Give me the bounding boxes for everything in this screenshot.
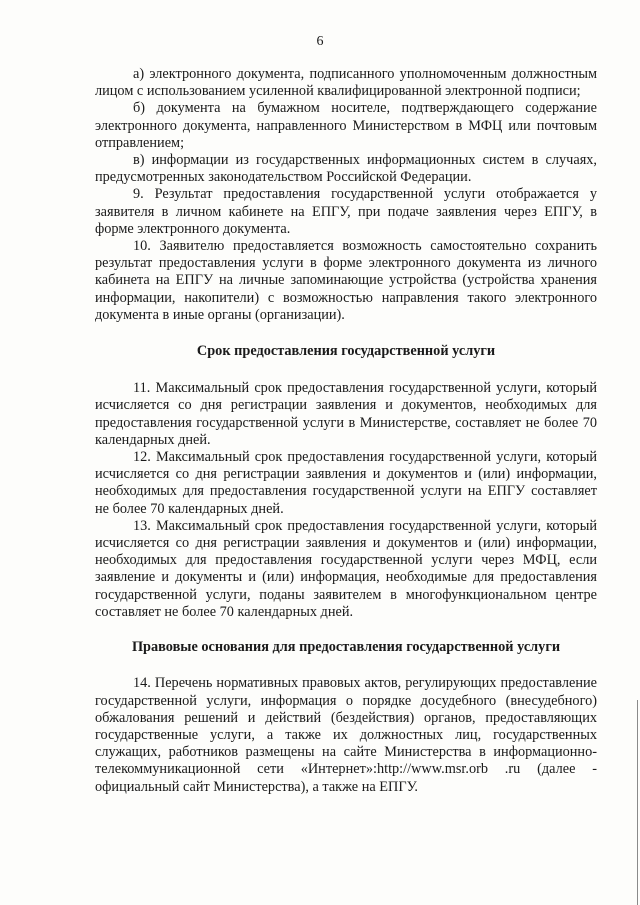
section-heading-deadline: Срок предоставления государственной услуги	[196, 343, 496, 360]
paragraph-14: 14. Перечень нормативных правовых актов, регулирующих предоставление государственной услуги, информация о порядке досудебного (внесудебного) обжалования решений и действий (бездействия) органов, предоставляющих государственные услуги, а также их должностных лиц, государственных служащих, работников размещены на сайте Министерства в информационно- телекоммуникационной сети «Интернет»:http://www.msr.orb .ru (далее - официальный сайт Министерства), а также на ЕПГУ.	[95, 675, 597, 795]
paragraph-13: 13. Максимальный срок предоставления государственной услуги, который исчисляется со дня регистрации заявления и документов и (или) информации, необходимых для предоставления государственной услуги через МФЦ, если заявление и документы и (или) информация, необходимые для предоставления государственной услуги, поданы заявителем в многофункциональном центре составляет не более 70 календарных дней.	[95, 517, 597, 620]
paragraph-9: 9. Результат предоставления государственной услуги отображается у заявителя в личном кабинете на ЕПГУ, при подаче заявления через ЕПГУ, в форме электронного документа.	[95, 186, 597, 237]
page-number: 6	[316, 34, 324, 49]
paragraph-8c: в) информации из государственных информационных систем в случаях, предусмотренных законодательством Российской Федерации.	[95, 152, 597, 186]
paragraph-12: 12. Максимальный срок предоставления государственной услуги, который исчисляется со дня регистрации заявления и документов и (или) информации, необходимых для предоставления государственной услуги на ЕПГУ составляет не более 70 календарных дней.	[95, 449, 597, 517]
paragraph-11: 11. Максимальный срок предоставления государственной услуги, который исчисляется со дня регистрации заявления и документов, необходимых для предоставления государственной услуги в Министерстве, составляет не более 70 календарных дней.	[95, 380, 597, 448]
scan-edge-line	[637, 700, 638, 905]
paragraph-10: 10. Заявителю предоставляется возможность самостоятельно сохранить результат предоставления услуги в форме электронного документа из личного кабинета на ЕПГУ на личные запоминающие устройства (устройства хранения информации, накопители) с возможностью направления такого электронного документа в иные органы (организации).	[95, 238, 597, 323]
document-body	[95, 66, 597, 796]
paragraph-8a: а) электронного документа, подписанного уполномоченным должностным лицом с использованием усиленной квалифицированной электронной подписи;	[95, 66, 597, 100]
paragraph-8b: б) документа на бумажном носителе, подтверждающего содержание электронного документа, направленного Министерством в МФЦ или почтовым отправлением;	[95, 100, 597, 151]
section-heading-legal-basis: Правовые основания для предоставления государственной услуги	[131, 639, 561, 656]
